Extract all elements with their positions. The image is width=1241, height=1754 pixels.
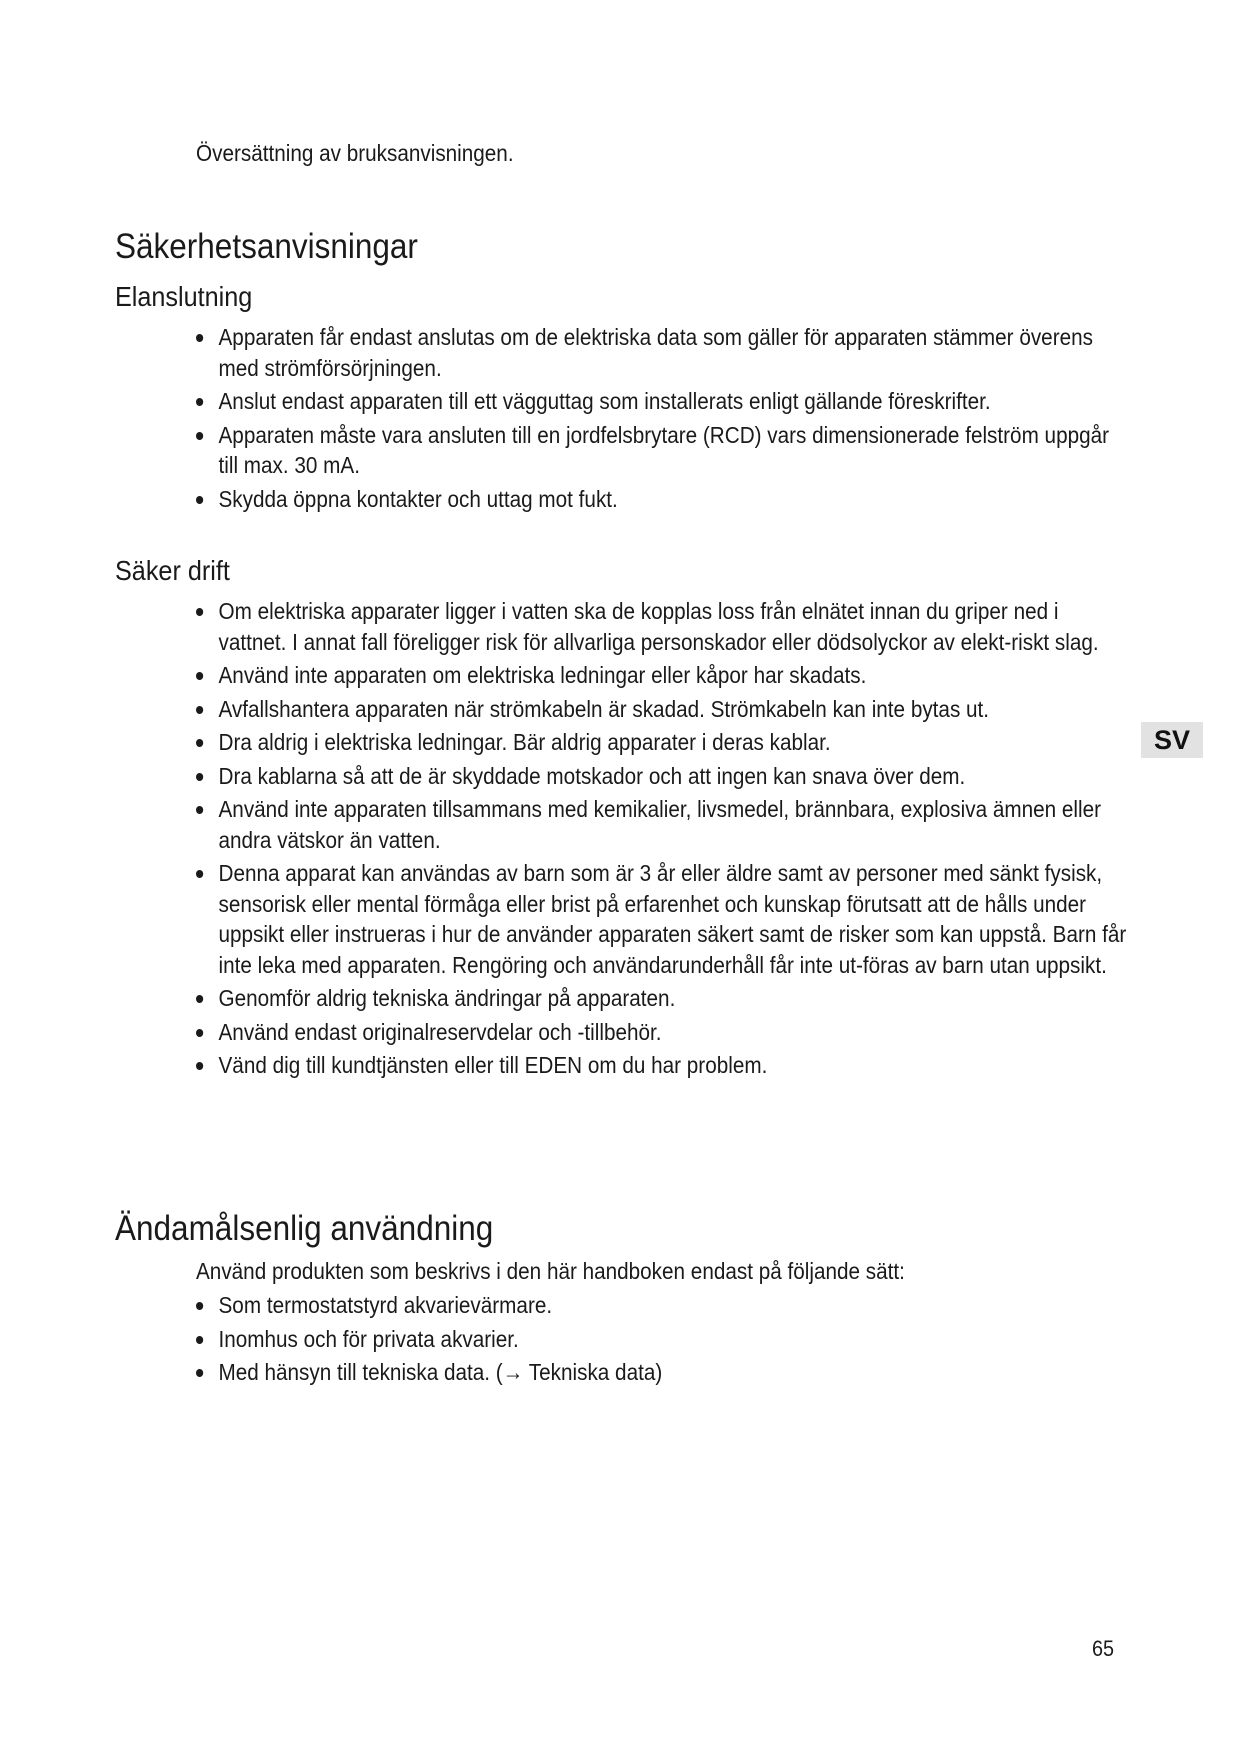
list-item: Inomhus och för privata akvarier. — [196, 1324, 1132, 1355]
list-item: Vänd dig till kundtjänsten eller till EDEN om du har problem. — [196, 1050, 1132, 1081]
intended-use-intro: Använd produkten som beskrivs i den här handboken endast på följande sätt: — [196, 1258, 905, 1284]
safe-operation-list — [196, 596, 1132, 1084]
list-item: Apparaten får endast anslutas om de elektriska data som gäller för apparaten stämmer överens med strömförsörjningen. — [196, 322, 1132, 383]
list-item: Dra aldrig i elektriska ledningar. Bär aldrig apparater i deras kablar. — [196, 727, 1132, 758]
translation-note: Översättning av bruksanvisningen. — [196, 140, 514, 166]
intended-use-heading: Ändamålsenlig användning — [115, 1209, 494, 1248]
intended-use-list — [196, 1290, 1132, 1391]
list-item: Skydda öppna kontakter och uttag mot fukt. — [196, 484, 1132, 515]
list-item: Använd endast originalreservdelar och -tillbehör. — [196, 1017, 1132, 1048]
list-item: Denna apparat kan användas av barn som är 3 år eller äldre samt av personer med sänkt fysisk, sensorisk eller mental förmåga eller brist på erfarenhet och kunskap förutsatt att de hålls under uppsikt eller instrueras i hur de använder apparaten säkert samt de risker som kan uppstå. Barn får inte leka med apparaten. Rengöring och användarunderhåll får inte ut-föras av barn utan uppsikt. — [196, 858, 1132, 980]
list-item: Dra kablarna så att de är skyddade motskador och att ingen kan snava över dem. — [196, 761, 1132, 792]
list-item: Med hänsyn till tekniska data. (→ Tekniska data) — [196, 1357, 1132, 1388]
list-item: Avfallshantera apparaten när strömkabeln är skadad. Strömkabeln kan inte bytas ut. — [196, 694, 1132, 725]
list-item: Anslut endast apparaten till ett vägguttag som installerats enligt gällande föreskrifter. — [196, 386, 1132, 417]
language-tab: SV — [1141, 722, 1203, 758]
safety-heading: Säkerhetsanvisningar — [115, 227, 418, 266]
electrical-connection-heading: Elanslutning — [115, 281, 253, 312]
list-item: Genomför aldrig tekniska ändringar på apparaten. — [196, 983, 1132, 1014]
electrical-connection-list — [196, 322, 1132, 517]
list-item: Använd inte apparaten om elektriska ledningar eller kåpor har skadats. — [196, 660, 1132, 691]
list-item: Använd inte apparaten tillsammans med kemikalier, livsmedel, brännbara, explosiva ämnen eller andra vätskor än vatten. — [196, 794, 1132, 855]
safe-operation-heading: Säker drift — [115, 555, 230, 586]
page-number: 65 — [1092, 1636, 1115, 1661]
list-item: Apparaten måste vara ansluten till en jordfelsbrytare (RCD) vars dimensionerade felström uppgår till max. 30 mA. — [196, 420, 1132, 481]
list-item: Som termostatstyrd akvarievärmare. — [196, 1290, 1132, 1321]
list-item: Om elektriska apparater ligger i vatten ska de kopplas loss från elnätet innan du griper ned i vattnet. I annat fall föreligger risk för allvarliga personskador eller dödsolyckor av elekt-riskt slag. — [196, 596, 1132, 657]
